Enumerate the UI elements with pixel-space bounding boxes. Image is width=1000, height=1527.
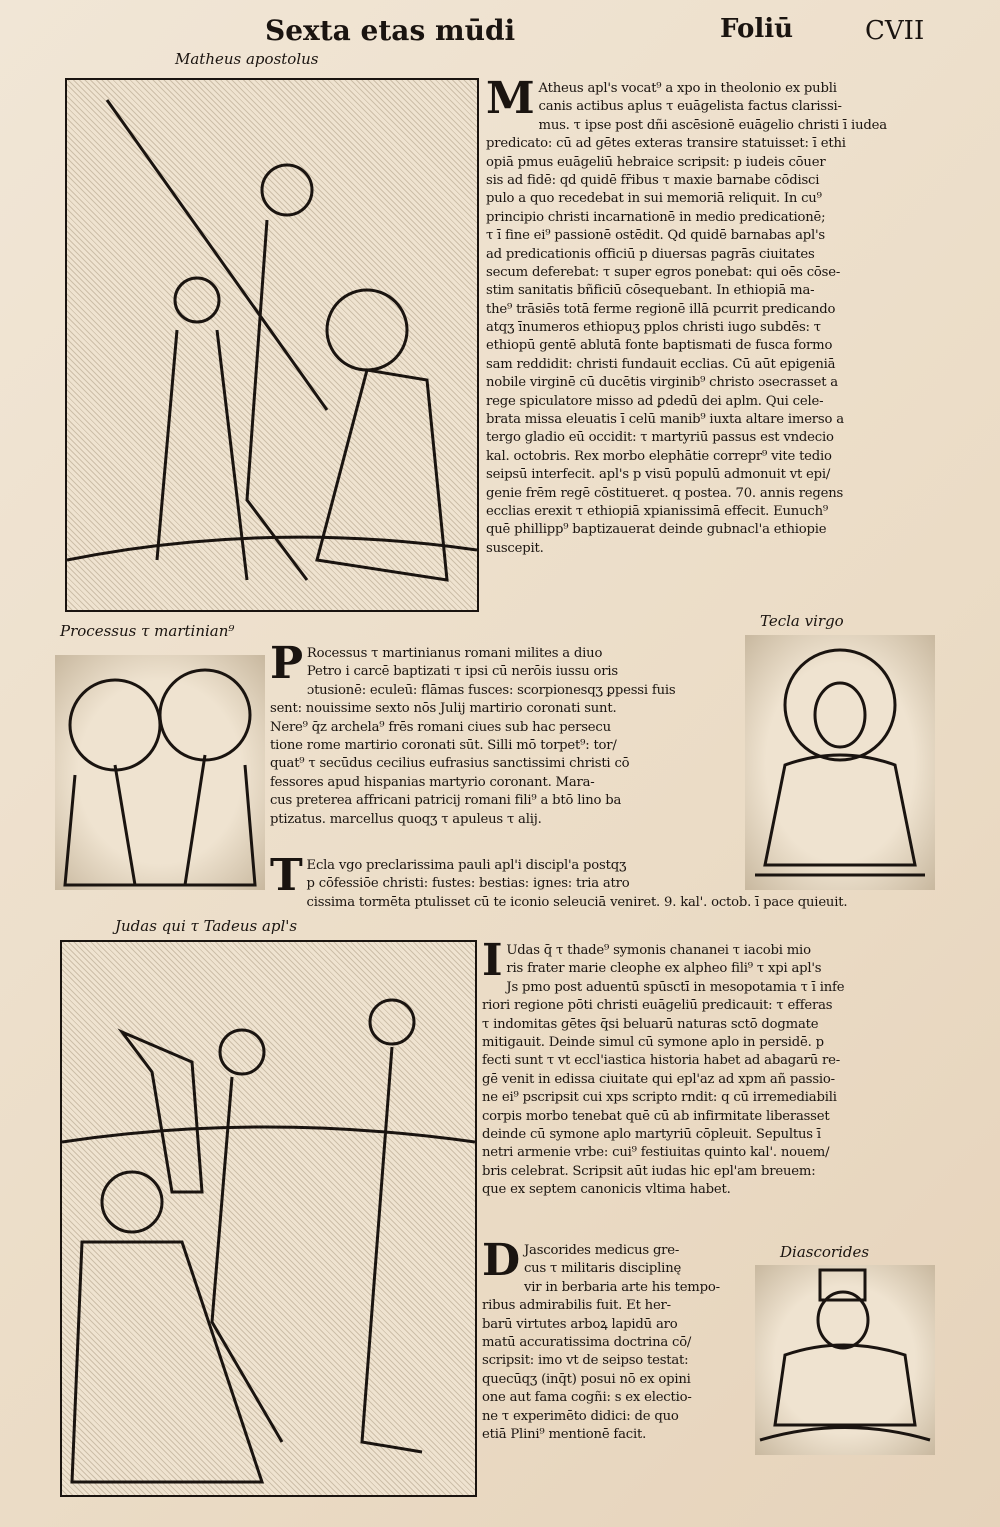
text-line: ne ei⁹ pscripsit cui xps scripto rndit: q cū irremediabili bbox=[482, 1090, 837, 1106]
matheus-text bbox=[486, 80, 941, 558]
folio-label: Foliū bbox=[720, 14, 794, 44]
text-line: que ex septem canonicis vltima habet. bbox=[482, 1182, 731, 1198]
text-line: nobile virginē cū ducētis virginib⁹ christo ɔsecrasset a bbox=[486, 375, 838, 391]
text-line: quat⁹ τ secūdus cecilius eufrasius sanctissimi christi cō bbox=[270, 756, 630, 772]
text-line: stim sanitatis bñficiū cōsequebant. In ethiopiā ma- bbox=[486, 283, 815, 299]
text-line: bris celebrat. Scripsit aūt iudas hic epl'am breuem: bbox=[482, 1163, 816, 1179]
dioscorides-caption: Diascorides bbox=[780, 1243, 870, 1261]
text-line: ribus admirabilis fuit. Et her- bbox=[482, 1298, 671, 1314]
text-line: seipsū interfecit. apl's p visū populū admonuit vt epi/ bbox=[486, 467, 831, 483]
text-line: cus preterea affricani patricij romani fili⁹ a btō lino ba bbox=[270, 793, 622, 809]
text-line: Ecla vgo preclarissima pauli apl'i discipl'a postqʒ bbox=[306, 858, 627, 873]
text-line: quē phillipp⁹ baptizauerat deinde gubnacl'a ethiopie bbox=[486, 522, 827, 538]
processus-caption: Processus τ martinian⁹ bbox=[60, 622, 235, 640]
text-line: predicato: cū ad gētes exteras transire statuisset: ī ethi bbox=[486, 136, 846, 152]
text-line: ethiopū gentē ablutā fonte baptismati de fusca formo bbox=[486, 338, 833, 354]
text-line: tione rome martirio coronati sūt. Silli mō torpet⁹: tor/ bbox=[270, 737, 617, 753]
text-line: ecclias erexit τ ethiopiā xpianissimā effecit. Eunuch⁹ bbox=[486, 503, 828, 519]
text-line: Rocessus τ martinianus romani milites a diuo bbox=[306, 646, 603, 661]
tecla-caption: Tecla virgo bbox=[760, 612, 844, 630]
text-line: corpis morbo tenebat quē cū ab infirmitate liberasset bbox=[482, 1108, 830, 1124]
text-line: Udas q̄ τ thade⁹ symonis chananei τ iacobi mio bbox=[506, 943, 811, 958]
text-line: sent: nouissime sexto nōs Julij martirio coronati sunt. bbox=[270, 701, 617, 717]
text-line: netri armenie vrbe: cui⁹ festiuitas quinto kal'. nouem/ bbox=[482, 1145, 830, 1161]
text-line: secum deferebat: τ super egros ponebat: qui oēs cōse- bbox=[486, 264, 841, 280]
judas-woodcut bbox=[60, 940, 477, 1497]
judas-text bbox=[482, 942, 940, 1199]
text-line: genie frēm regē cōstitueret. q postea. 70. annis regens bbox=[486, 485, 844, 501]
text-line: ɔtusionē: eculeū: flāmas fusces: scorpionesqʒ ꝑpessi fuis bbox=[306, 682, 676, 698]
text-line: atqʒ īnumeros ethiopuʒ pplos christi iugo subdēs: τ bbox=[486, 320, 821, 336]
text-line: deinde cū symone aplo martyriū cōpleuit. Sepultus ī bbox=[482, 1126, 821, 1142]
initial-d: D bbox=[482, 1242, 520, 1286]
dioscorides-text bbox=[482, 1242, 772, 1444]
initial-t: T bbox=[270, 857, 303, 901]
matheus-caption: Matheus apostolus bbox=[175, 50, 319, 68]
text-line: canis actibus aplus τ euāgelista factus clarissi- bbox=[538, 99, 842, 115]
text-line: fessores apud hispanias martyrio coronant. Mara- bbox=[270, 774, 595, 790]
text-line: Petro i carcē baptizati τ ipsi cū nerōis iussu oris bbox=[306, 664, 618, 680]
text-line: Jascorides medicus gre- bbox=[523, 1243, 680, 1258]
processus-text bbox=[270, 645, 740, 829]
text-line: p cōfessiōe christi: fustes: bestias: ignes: tria atro bbox=[306, 876, 630, 892]
text-line: mitigauit. Deinde simul cū symone aplo in persidē. p bbox=[482, 1034, 824, 1050]
initial-p: P bbox=[270, 645, 303, 689]
text-line: kal. octobris. Rex morbo elephātie correpr⁹ vite tedio bbox=[486, 448, 832, 464]
text-line: tergo gladio eū occidit: τ martyriū passus est vndecio bbox=[486, 430, 834, 446]
processus-woodcut bbox=[55, 655, 265, 890]
text-line: scripsit: imo vt de seipso testat: bbox=[482, 1353, 689, 1369]
text-line: Atheus apl's vocat⁹ a xpo in theolonio ex publi bbox=[538, 81, 837, 96]
text-line: cus τ militaris disciplinę bbox=[523, 1261, 682, 1277]
text-line: sam reddidit: christi fundauit ecclias. Cū aūt epigeniā bbox=[486, 356, 836, 372]
judas-caption: Judas qui τ Tadeus apl's bbox=[115, 917, 298, 935]
text-line: rege spiculatore misso ad ꝑdedū dei aplm. Qui cele- bbox=[486, 393, 824, 409]
text-line: matū accuratissima doctrina cō/ bbox=[482, 1334, 692, 1350]
text-line: etiā Plini⁹ mentionē facit. bbox=[482, 1426, 647, 1442]
text-line: fecti sunt τ vt eccl'iastica historia habet ad abagarū re- bbox=[482, 1053, 840, 1069]
text-line: Js pmo post aduentū spūsctī in mesopotamia τ ī infe bbox=[506, 979, 845, 995]
text-line: ptizatus. marcellus quoqʒ τ apuleus τ alij. bbox=[270, 811, 542, 827]
dioscorides-woodcut bbox=[755, 1265, 935, 1455]
text-line: gē venit in edissa ciuitate qui epl'az ad xpm añ passio- bbox=[482, 1071, 835, 1087]
text-line: cissima tormēta ptulisset cū te iconio seleuciā veniret. 9. kal'. octob. ī pace quieuit. bbox=[306, 894, 848, 910]
tecla-woodcut bbox=[745, 635, 935, 890]
text-line: vir in berbaria arte his tempo- bbox=[523, 1279, 720, 1295]
running-title: Sexta etas mūdi bbox=[265, 14, 516, 47]
matheus-woodcut bbox=[65, 78, 479, 612]
folio-number: CVII bbox=[865, 16, 925, 46]
text-line: τ indomitas gētes q̄si beluarū naturas sctō dogmate bbox=[482, 1016, 819, 1032]
text-line: ad predicationis officiū p diuersas pagrās ciuitates bbox=[486, 246, 815, 262]
text-line: mus. τ ipse post dñi ascēsionē euāgelio christi ī iudea bbox=[538, 117, 887, 133]
text-line: ne τ experimēto didici: de quo bbox=[482, 1408, 679, 1424]
text-line: quecūqʒ (inq̄t) posui nō ex opini bbox=[482, 1371, 691, 1387]
initial-m: M bbox=[486, 80, 535, 124]
text-line: riori regione pōti christi euāgeliū predicauit: τ efferas bbox=[482, 998, 833, 1014]
text-line: τ ī fine ei⁹ passionē ostēdit. Qd quidē barnabas apl's bbox=[486, 228, 826, 244]
text-line: principio christi incarnationē in medio predicationē; bbox=[486, 209, 826, 225]
text-line: ris frater marie cleophe ex alpheo fili⁹ τ xpi apl's bbox=[506, 961, 822, 977]
text-line: one aut fama cogñi: s ex electio- bbox=[482, 1390, 692, 1406]
text-line: barū virtutes arboꝝ lapidū aro bbox=[482, 1316, 678, 1332]
text-line: Nere⁹ q̄z archela⁹ frēs romani ciues sub hac persecu bbox=[270, 719, 611, 735]
text-line: the⁹ trāsiēs totā ferme regionē illā pcurrit predicando bbox=[486, 301, 836, 317]
text-line: opiā pmus euāgeliū hebraice scripsit: p iudeis cōuer bbox=[486, 154, 826, 170]
text-line: suscepit. bbox=[486, 540, 544, 556]
text-line: brata missa eleuatis ī celū manib⁹ iuxta altare imerso a bbox=[486, 412, 844, 428]
initial-j: I bbox=[482, 942, 503, 986]
tecla-text bbox=[270, 857, 935, 912]
text-line: pulo a quo recedebat in sui memoriā reliquit. In cu⁹ bbox=[486, 191, 822, 207]
text-line: sis ad fidē: qd quidē fr̄ibus τ maxie barnabe cōdisci bbox=[486, 172, 820, 188]
